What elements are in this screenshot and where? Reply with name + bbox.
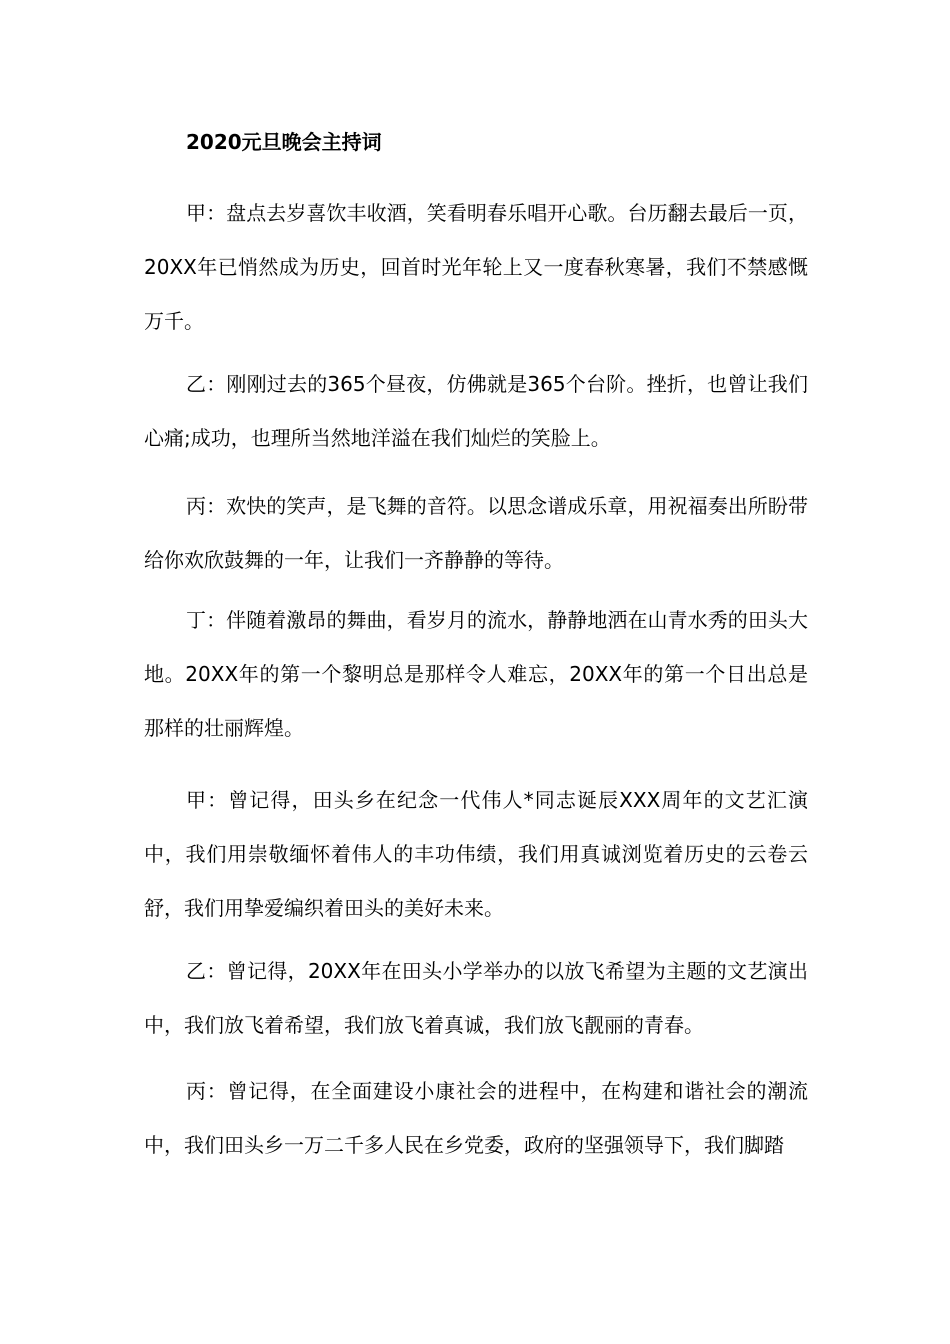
paragraph-6: 乙：曾记得，20XX年在田头小学举办的以放飞希望为主题的文艺演出中，我们放飞着希望，我们放飞着真诚，我们放飞靓丽的青春。 [144,959,808,1037]
paragraph-4: 丁：伴随着激昂的舞曲，看岁月的流水，静静地洒在山青水秀的田头大地。20XX年的第一个黎明总是那样令人难忘，20XX年的第一个日出总是那样的壮丽辉煌。 [144,608,808,740]
paragraph-1: 甲：盘点去岁喜饮丰收酒，笑看明春乐唱开心歌。台历翻去最后一页，20XX年已悄然成为历史，回首时光年轮上又一度春秋寒暑，我们不禁感慨万千。 [144,201,808,333]
paragraph-5: 甲：曾记得，田头乡在纪念一代伟人*同志诞辰XXX周年的文艺汇演中，我们用崇敬缅怀着伟人的丰功伟绩，我们用真诚浏览着历史的云卷云舒，我们用挚爱编织着田头的美好未来。 [144,788,808,920]
document-title: 2020元旦晚会主持词 [186,130,382,154]
paragraph-3: 丙：欢快的笑声，是飞舞的音符。以思念谱成乐章，用祝福奏出所盼带给你欢欣鼓舞的一年，让我们一齐静静的等待。 [144,494,808,572]
paragraph-2: 乙：刚刚过去的365个昼夜，仿佛就是365个台阶。挫折，也曾让我们心痛;成功，也理所当然地洋溢在我们灿烂的笑脸上。 [144,372,808,450]
paragraph-7: 丙：曾记得，在全面建设小康社会的进程中，在构建和谐社会的潮流中，我们田头乡一万二千多人民在乡党委，政府的坚强领导下，我们脚踏 [144,1079,808,1157]
